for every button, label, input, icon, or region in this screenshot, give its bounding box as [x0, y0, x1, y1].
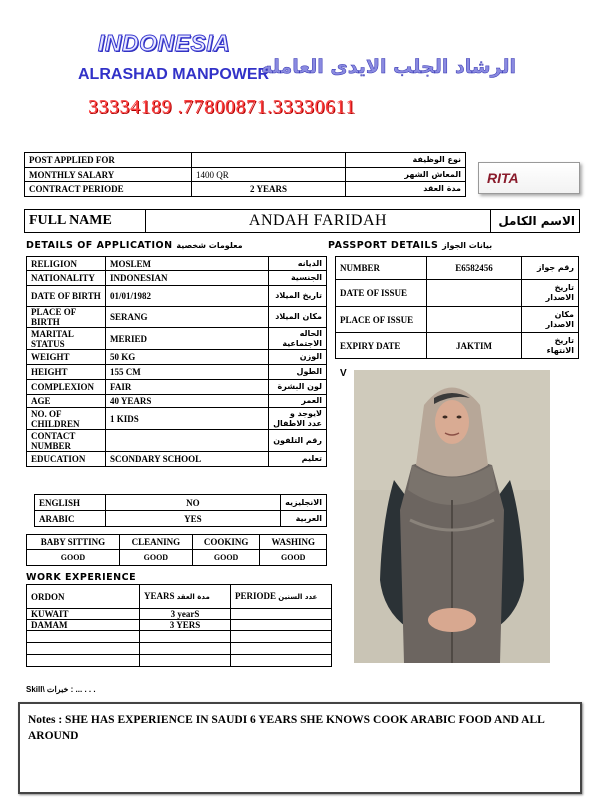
work-table [26, 584, 332, 667]
detail-label: HEIGHT [27, 365, 106, 380]
passport-section-title [328, 240, 492, 251]
skill-value: GOOD [192, 550, 260, 566]
full-name-value: ANDAH FARIDAH [146, 210, 491, 233]
language-row [35, 495, 327, 511]
detail-label-ar: رقم التلفون [269, 430, 327, 452]
work-years [140, 631, 231, 643]
detail-value [106, 430, 269, 452]
post-label: POST APPLIED FOR [25, 153, 192, 168]
detail-label-ar: تعليم [269, 452, 327, 467]
work-years: 3 yearS [140, 609, 231, 620]
work-country [27, 631, 140, 643]
language-label-ar: الانجليزيه [281, 495, 327, 511]
skill-header: COOKING [192, 535, 260, 550]
work-row [27, 631, 332, 643]
skill-value: GOOD [27, 550, 120, 566]
work-row [27, 609, 332, 620]
details-title-ar: معلومات شخصية [176, 241, 243, 250]
skill-value: GOOD [119, 550, 192, 566]
country-title: INDONESIA [98, 30, 231, 56]
passport-label: DATE OF ISSUE [336, 280, 427, 307]
detail-label: CONTACT NUMBER [27, 430, 106, 452]
detail-label-ar: مكان الميلاد [269, 307, 327, 328]
detail-value: FAIR [106, 380, 269, 395]
passport-value: E6582456 [427, 257, 522, 280]
language-value: YES [105, 511, 281, 527]
work-col-period-en: PERIODE [235, 591, 277, 601]
passport-label-ar: تاريخ الانتهاء [522, 333, 579, 359]
job-table [24, 152, 466, 197]
contract-label-ar: مدة العقد [346, 182, 466, 197]
skill-header: CLEANING [119, 535, 192, 550]
passport-row [336, 333, 579, 359]
detail-value: 50 KG [106, 350, 269, 365]
detail-label: MARITAL STATUS [27, 328, 106, 350]
passport-label-ar: مكان الاصدار [522, 307, 579, 333]
company-name: ALRASHAD MANPOWER [78, 66, 270, 83]
detail-label-ar: لون البشرة [269, 380, 327, 395]
detail-value: 155 CM [106, 365, 269, 380]
detail-label: WEIGHT [27, 350, 106, 365]
passport-title-ar: بيانات الجواز [442, 241, 493, 250]
detail-value: MERIED [106, 328, 269, 350]
salary-label-ar: المعاش الشهر [346, 168, 466, 182]
work-period [231, 609, 332, 620]
work-col-period-ar: عدد السنين [278, 593, 318, 601]
skill-line: Skill\ خبرات : ... . . . [26, 685, 96, 694]
work-country: DAMAM [27, 620, 140, 631]
detail-value: 01/01/1982 [106, 286, 269, 307]
detail-label: NATIONALITY [27, 271, 106, 286]
detail-label-ar: الحاله الاجتماعية [269, 328, 327, 350]
passport-table [335, 256, 579, 359]
details-row [27, 380, 327, 395]
work-col-years [140, 585, 231, 609]
post-label-ar: نوع الوظيفة [346, 153, 466, 168]
language-label: ENGLISH [35, 495, 106, 511]
detail-label: RELIGION [27, 257, 106, 271]
skill-header: BABY SITTING [27, 535, 120, 550]
passport-row [336, 307, 579, 333]
salary-label: MONTHLY SALARY [25, 168, 192, 182]
person-illustration [354, 370, 550, 663]
details-row [27, 271, 327, 286]
details-row [27, 307, 327, 328]
post-value [192, 153, 346, 168]
work-period [231, 643, 332, 655]
passport-label-ar: رقم جواز [522, 257, 579, 280]
full-name-table [24, 209, 580, 233]
detail-label: NO. OF CHILDREN [27, 408, 106, 430]
work-country [27, 643, 140, 655]
passport-label: NUMBER [336, 257, 427, 280]
details-row [27, 408, 327, 430]
full-name-label-ar: الاسم الكامل [491, 210, 580, 233]
mark-v: V [340, 368, 347, 379]
work-years [140, 643, 231, 655]
detail-label-ar: الجنسية [269, 271, 327, 286]
detail-label: COMPLEXION [27, 380, 106, 395]
company-name-arabic: الرشاد الجلب الايدى العامله [261, 56, 516, 78]
detail-label-ar: تاريخ الميلاد [269, 286, 327, 307]
detail-value: SCONDARY SCHOOL [106, 452, 269, 467]
passport-value: JAKTIM [427, 333, 522, 359]
language-row [35, 511, 327, 527]
detail-label: PLACE OF BIRTH [27, 307, 106, 328]
detail-value: 40 YEARS [106, 395, 269, 408]
language-label: ARABIC [35, 511, 106, 527]
language-label-ar: العربية [281, 511, 327, 527]
detail-label-ar: العمر [269, 395, 327, 408]
contract-value: 2 YEARS [192, 182, 346, 197]
work-period [231, 631, 332, 643]
passport-label: PLACE OF ISSUE [336, 307, 427, 333]
details-row [27, 365, 327, 380]
detail-value: SERANG [106, 307, 269, 328]
details-section-title [26, 240, 243, 251]
detail-label-ar: الوزن [269, 350, 327, 365]
details-row [27, 328, 327, 350]
details-row [27, 350, 327, 365]
passport-value [427, 307, 522, 333]
work-col-years-en: YEARS [144, 591, 175, 601]
notes-box [18, 702, 582, 794]
passport-value [427, 280, 522, 307]
work-period [231, 655, 332, 667]
candidate-name-text: RITA [487, 170, 519, 186]
detail-label: AGE [27, 395, 106, 408]
detail-value: MOSLEM [106, 257, 269, 271]
skill-value: GOOD [260, 550, 327, 566]
work-years: 3 YERS [140, 620, 231, 631]
salary-value: 1400 QR [192, 168, 346, 182]
candidate-photo [354, 370, 550, 663]
work-row [27, 655, 332, 667]
passport-label-ar: تاريخ الاصدار [522, 280, 579, 307]
work-col-country: ORDON [27, 585, 140, 609]
detail-label-ar: لايوجد و عدد الاطفال [269, 408, 327, 430]
skills-table [26, 534, 327, 566]
language-value: NO [105, 495, 281, 511]
passport-row [336, 280, 579, 307]
candidate-name-tag [478, 162, 580, 194]
details-row [27, 395, 327, 408]
languages-table [34, 494, 327, 527]
details-row [27, 286, 327, 307]
passport-label: EXPIRY DATE [336, 333, 427, 359]
details-row [27, 452, 327, 467]
work-col-period [231, 585, 332, 609]
work-col-years-ar: مدة العقد [176, 593, 210, 601]
detail-value: INDONESIAN [106, 271, 269, 286]
detail-label: EDUCATION [27, 452, 106, 467]
details-row [27, 257, 327, 271]
detail-label: DATE OF BIRTH [27, 286, 106, 307]
detail-value: 1 KIDS [106, 408, 269, 430]
full-name-label: FULL NAME [25, 210, 146, 233]
detail-label-ar: الديانه [269, 257, 327, 271]
details-title-en: DETAILS OF APPLICATION [26, 240, 173, 251]
work-country [27, 655, 140, 667]
passport-title-en: PASSPORT DETAILS [328, 240, 439, 251]
contract-label: CONTRACT PERIODE [25, 182, 192, 197]
skill-header: WASHING [260, 535, 327, 550]
details-row [27, 430, 327, 452]
work-row [27, 643, 332, 655]
company-phones: 33334189 .77800871.33330611 [88, 96, 356, 118]
detail-label-ar: الطول [269, 365, 327, 380]
work-row [27, 620, 332, 631]
work-years [140, 655, 231, 667]
details-table [26, 256, 327, 467]
work-section-title: WORK EXPERIENCE [26, 572, 137, 583]
notes-text: Notes : SHE HAS EXPERIENCE IN SAUDI 6 YEARS SHE KNOWS COOK ARABIC FOOD AND ALL AROUND [28, 714, 545, 742]
work-country: KUWAIT [27, 609, 140, 620]
passport-row [336, 257, 579, 280]
work-period [231, 620, 332, 631]
